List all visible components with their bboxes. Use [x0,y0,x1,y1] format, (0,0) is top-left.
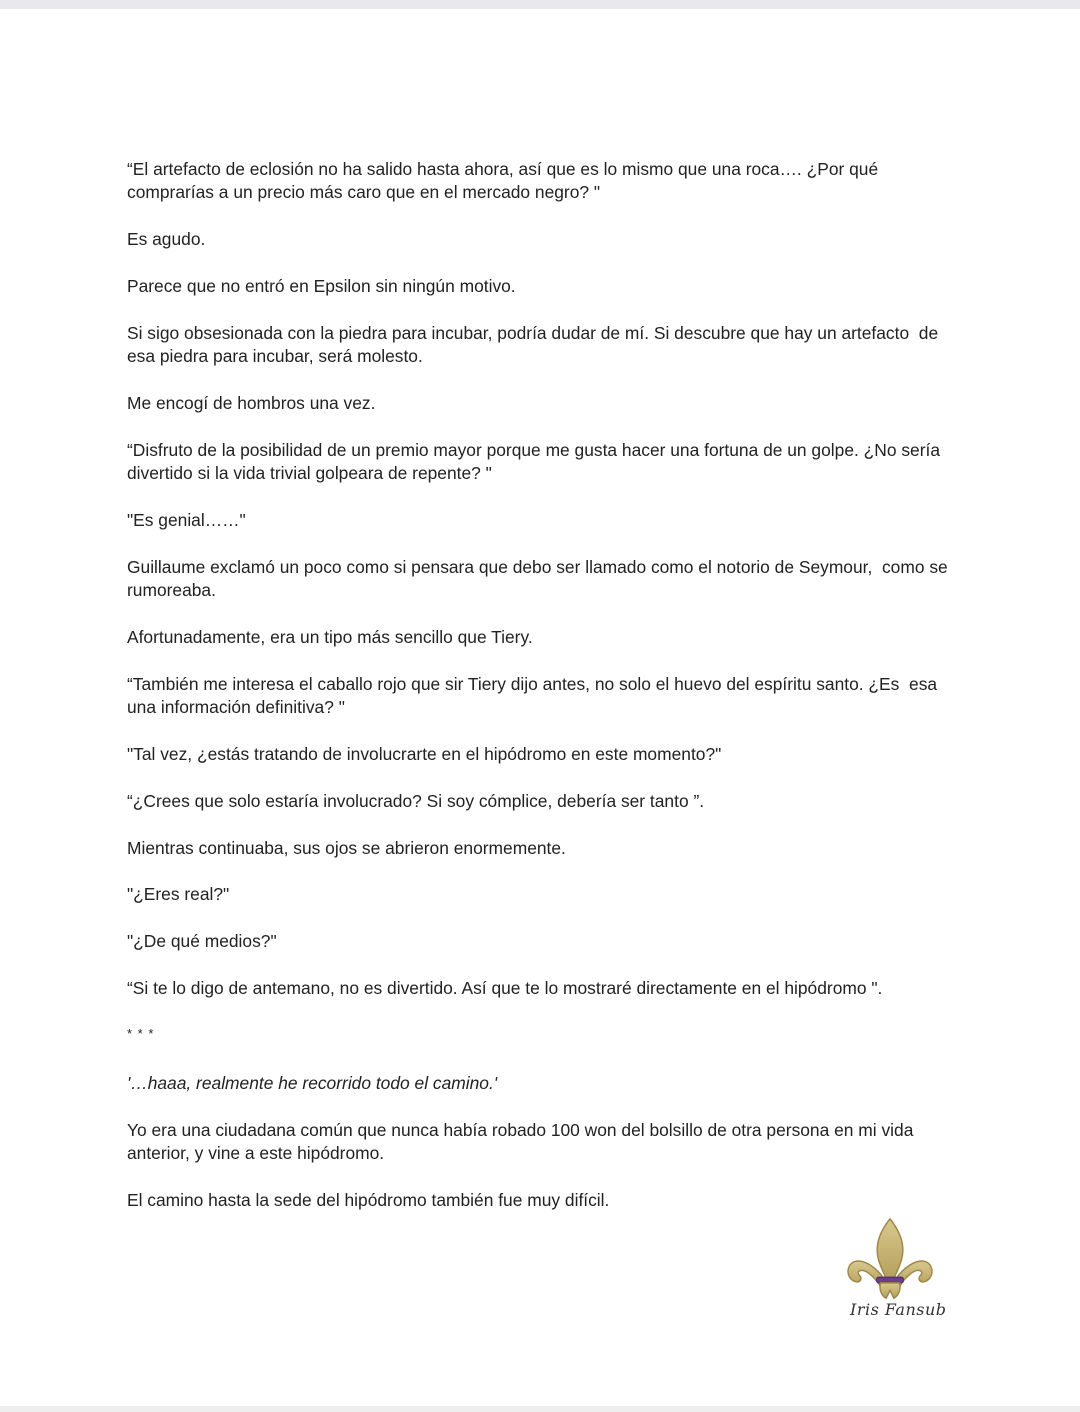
paragraph: '…haaa, realmente he recorrido todo el camino.' [127,1072,498,1093]
paragraph: "Tal vez, ¿estás tratando de involucrarte en el hipódromo en este momento?" [127,744,722,764]
document-body [127,158,957,1236]
paragraph: "¿De qué medios?" [127,931,277,952]
paragraph: Afortunadamente, era un tipo más sencillo que Tiery. [127,627,533,647]
paragraph: Yo era una ciudadana común que nunca había robado 100 won del bolsillo de otra persona en mi vida anterior, y vine a este hipódromo. [127,1119,919,1163]
paragraph: “Disfruto de la posibilidad de un premio mayor porque me gusta hacer una fortuna de un golpe. ¿No sería divertido si la vida trivial golpeara de repente? " [127,439,945,484]
paragraph: "¿Eres real?" [127,884,230,905]
bottom-edge-bar [0,1406,1080,1412]
fleur-de-lis-icon [842,1216,938,1302]
paragraph: Me encogí de hombros una vez. [127,393,376,413]
paragraph: Si sigo obsesionada con la piedra para incubar, podría dudar de mí. Si descubre que hay un artefacto de esa piedra para incubar, será molesto. [127,322,943,367]
paragraph: Es agudo. [127,229,206,250]
paragraph: Parece que no entró en Epsilon sin ningún motivo. [127,276,516,296]
scene-break: * * * [127,1025,155,1041]
top-edge-bar [0,0,1080,9]
watermark-text: Iris Fansub [850,1300,947,1319]
paragraph: “También me interesa el caballo rojo que sir Tiery dijo antes, no solo el huevo del espíritu santo. ¿Es esa una información definitiva? " [127,673,942,718]
watermark-logo [838,1214,948,1330]
paragraph: El camino hasta la sede del hipódromo también fue muy difícil. [127,1189,610,1210]
paragraph: Mientras continuaba, sus ojos se abrieron enormemente. [127,837,566,858]
paragraph: Guillaume exclamó un poco como si pensara que debo ser llamado como el notorio de Seymour, como se rumoreaba. [127,556,953,601]
paragraph: “El artefacto de eclosión no ha salido hasta ahora, así que es lo mismo que una roca…. ¿Por qué comprarías a un precio más caro que en el mercado negro? " [127,159,883,203]
paragraph: "Es genial……" [127,510,246,530]
paragraph: “¿Crees que solo estaría involucrado? Si soy cómplice, debería ser tanto ”. [127,790,705,811]
paragraph: “Si te lo digo de antemano, no es divertido. Así que te lo mostraré directamente en el hipódromo ". [127,977,883,998]
